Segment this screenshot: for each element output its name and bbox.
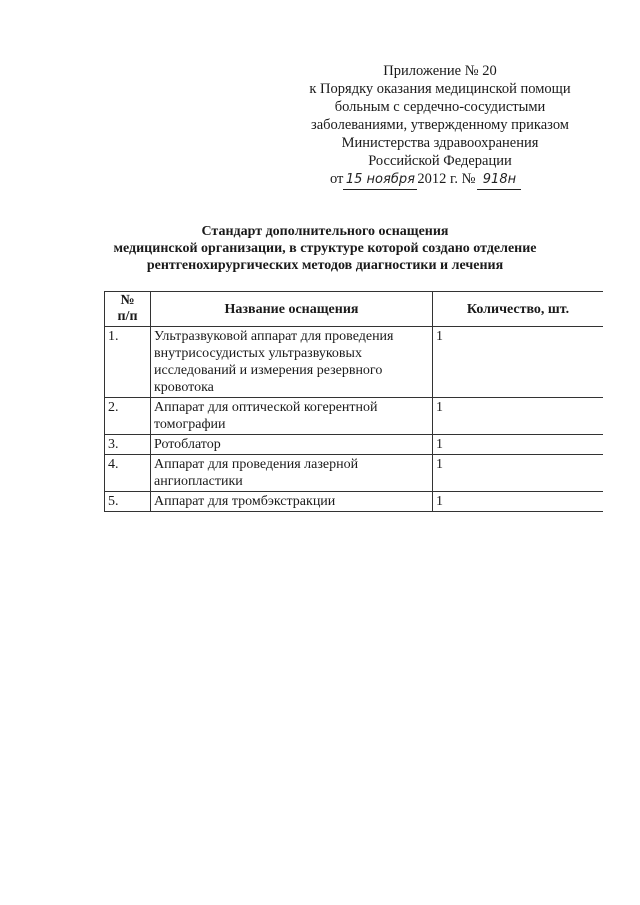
order-date-line <box>330 170 521 190</box>
appendix-line-6: Российской Федерации <box>368 153 512 169</box>
row-number: 4. <box>105 455 151 492</box>
header-number-pp: п/п <box>117 309 138 324</box>
table-row <box>105 435 604 455</box>
row-quantity: 1 <box>433 492 604 512</box>
title-line-2: медицинской организации, в структуре которой создано отделение <box>113 241 537 256</box>
header-number <box>105 292 151 327</box>
row-equipment-name: Ротоблатор <box>151 435 433 455</box>
year-text: 2012 г. № <box>417 171 476 187</box>
document-title <box>90 223 560 274</box>
header-quantity: Количество, шт. <box>433 292 604 327</box>
appendix-line-1: Приложение № 20 <box>383 63 497 79</box>
handwritten-number: 918н <box>477 171 521 190</box>
row-quantity: 1 <box>433 398 604 435</box>
row-equipment-name: Ультразвуковой аппарат для проведения внутрисосудистых ультразвуковых исследований и измерения резервного кровотока <box>151 327 433 398</box>
row-number: 2. <box>105 398 151 435</box>
header-equipment-name: Название оснащения <box>151 292 433 327</box>
row-number: 1. <box>105 327 151 398</box>
row-quantity: 1 <box>433 327 604 398</box>
appendix-header <box>300 62 580 170</box>
row-equipment-name: Аппарат для оптической когерентной томографии <box>151 398 433 435</box>
header-number-sign: № <box>120 293 135 308</box>
row-quantity: 1 <box>433 455 604 492</box>
appendix-line-4: заболеваниями, утвержденному приказом <box>311 117 569 133</box>
title-line-3: рентгенохирургических методов диагностики и лечения <box>146 258 504 273</box>
row-equipment-name: Аппарат для проведения лазерной ангиопластики <box>151 455 433 492</box>
row-equipment-name: Аппарат для тромбэкстракции <box>151 492 433 512</box>
appendix-line-2: к Порядку оказания медицинской помощи <box>309 81 571 97</box>
row-number: 5. <box>105 492 151 512</box>
handwritten-date: 15 ноября <box>343 171 417 190</box>
table-row <box>105 492 604 512</box>
appendix-line-5: Министерства здравоохранения <box>341 135 539 151</box>
equipment-table <box>104 291 603 512</box>
table-row <box>105 455 604 492</box>
table-header-row <box>105 292 604 327</box>
row-quantity: 1 <box>433 435 604 455</box>
table-row <box>105 398 604 435</box>
appendix-line-3: больным с сердечно-сосудистыми <box>334 99 546 115</box>
date-prefix: от <box>330 171 344 187</box>
table-row <box>105 327 604 398</box>
row-number: 3. <box>105 435 151 455</box>
title-line-1: Стандарт дополнительного оснащения <box>201 224 449 239</box>
